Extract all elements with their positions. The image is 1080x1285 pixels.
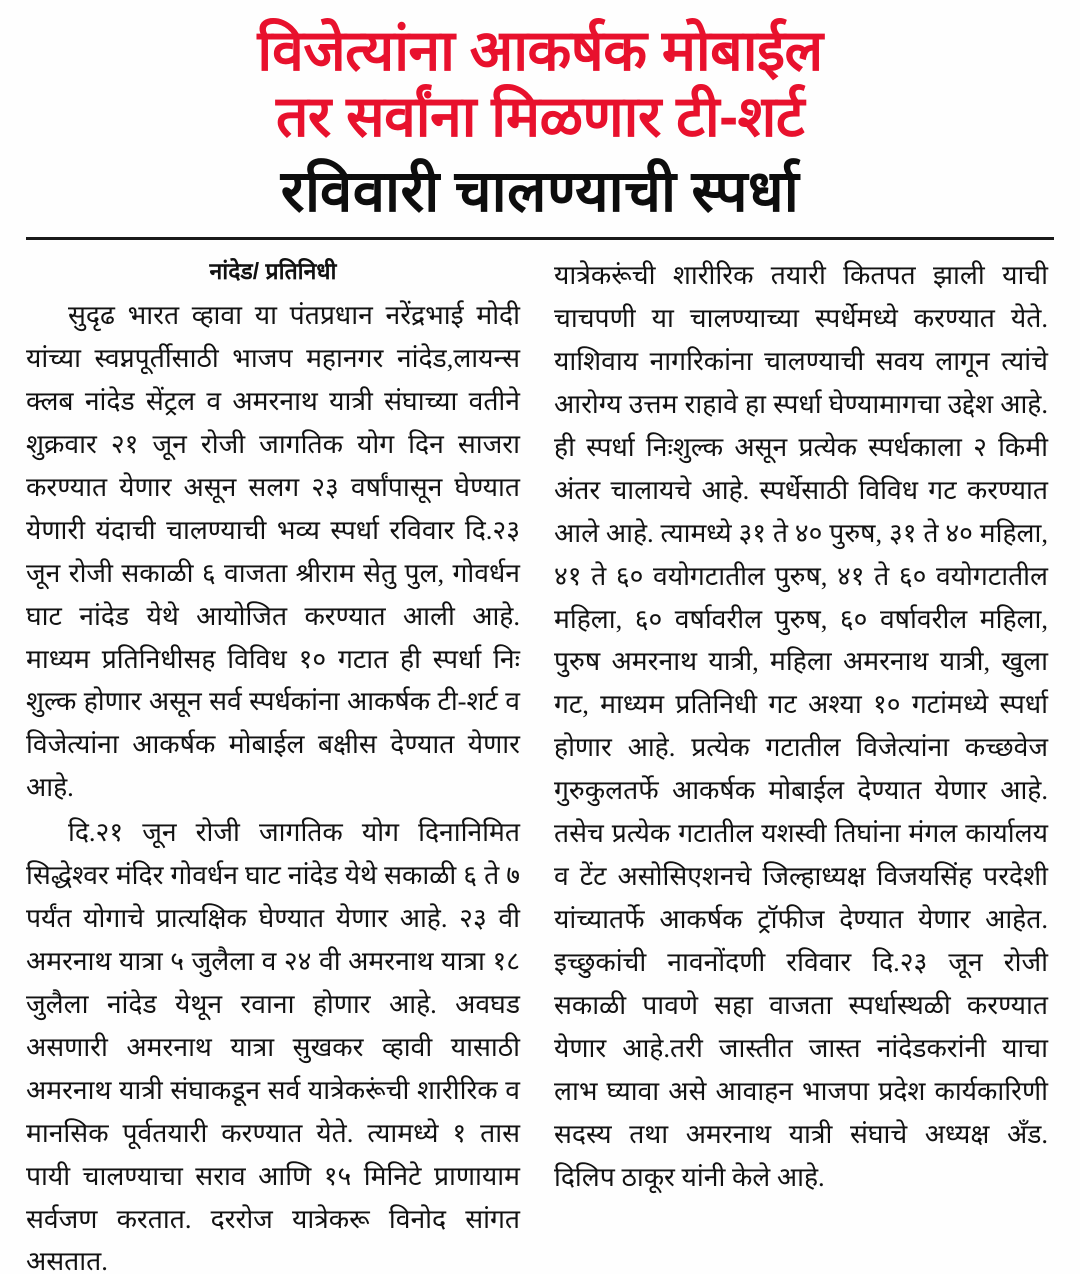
paragraph: दि.२१ जून रोजी जागतिक योग दिनानिमित सिद्धेश्वर मंदिर गोवर्धन घाट नांदेड येथे सकाळी ६ ते ७ पर्यंत योगाचे प्रात्यक्षिक घेण्यात येणार आहे. २३ वी अमरनाथ यात्रा ५ जुलैला व २४ वी अमरनाथ यात्रा १८ जुलैला नांदेड येथून रवाना होणार आहे. अवघड असणारी अमरनाथ यात्रा सुखकर व्हावी यासाठी अमरनाथ यात्री संघाकडून सर्व यात्रेकरूंची शारीरिक व मानसिक पूर्वतयारी करण्यात येते. त्यामध्ये १ तास पायी चालण्याचा सराव आणि १५ मिनिटे प्राणायाम सर्वजण करतात. दररोज यात्रेकरू विनोद सांगत असतात. bbox=[26, 817, 520, 1277]
article-kicker bbox=[26, 18, 1054, 150]
paragraph: यात्रेकरूंची शारीरिक तयारी कितपत झाली याची चाचपणी या चालण्याच्या स्पर्धेमध्ये करण्यात येते. याशिवाय नागरिकांना चालण्याची सवय लागून त्यांचे आरोग्य उत्तम राहावे हा स्पर्धा घेण्यामागचा उद्देश आहे. ही स्पर्धा निःशुल्क असून प्रत्येक स्पर्धकाला २ किमी अंतर चालायचे आहे. स्पर्धेसाठी विविध गट करण्यात आले आहे. त्यामध्ये ३१ ते ४० पुरुष, ३१ ते ४० महिला, ४१ ते ६० वयोगटातील पुरुष, ४१ ते ६० वयोगटातील महिला, ६० वर्षावरील पुरुष, ६० वर्षावरील महिला, पुरुष अमरनाथ यात्री, महिला अमरनाथ यात्री, खुला गट, माध्यम प्रतिनिधी गट अश्या १० गटांमध्ये स्पर्धा होणार आहे. प्रत्येक गटातील विजेत्यांना कच्छवेज गुरुकुलतर्फे आकर्षक मोबाईल देण्यात येणार आहे. तसेच प्रत्येक गटातील यशस्वी तिघांना मंगल कार्यालय व टेंट असोसिएशनचे जिल्हाध्यक्ष विजयसिंह परदेशी यांच्यातर्फे आकर्षक ट्रॉफीज देण्यात येणार आहेत. इच्छुकांची नावनोंदणी रविवार दि.२३ जून रोजी सकाळी पावणे सहा वाजता स्पर्धास्थळी करण्यात येणार आहे.तरी जास्तीत जास्त नांदेडकरांनी याचा लाभ घ्यावा असे आवाहन भाजपा प्रदेश कार्यकारिणी सदस्य तथा अमरनाथ यात्री संघाचे अध्यक्ष अँड. दिलिप ठाकूर यांनी केले आहे. bbox=[554, 260, 1048, 1192]
article-headline: रविवारी चालण्याची स्पर्धा bbox=[280, 159, 800, 225]
paragraph: सुदृढ भारत व्हावा या पंतप्रधान नरेंद्रभाई मोदी यांच्या स्वप्नपूर्तीसाठी भाजप महानगर नांदेड,लायन्स क्लब नांदेड सेंट्रल व अमरनाथ यात्री संघाच्या वतीने शुक्रवार २१ जून रोजी जागतिक योग दिन साजरा करण्यात येणार असून सलग २३ वर्षांपासून घेण्यात येणारी यंदाची चालण्याची भव्य स्पर्धा रविवार दि.२३ जून रोजी सकाळी ६ वाजता श्रीराम सेतु पुल, गोवर्धन घाट नांदेड येथे आयोजित करण्यात आली आहे. माध्यम प्रतिनिधीसह विविध १० गटात ही स्पर्धा निः शुल्क होणार असून सर्व स्पर्धकांना आकर्षक टी-शर्ट व विजेत्यांना आकर्षक मोबाईल बक्षीस देण्यात येणार आहे. bbox=[26, 300, 520, 803]
byline: नांदेड/ प्रतिनिधी bbox=[209, 258, 337, 285]
header-divider bbox=[26, 237, 1054, 240]
right-column bbox=[554, 254, 1048, 1200]
article-kicker-line-2: तर सर्वांना मिळणार टी-शर्ट bbox=[275, 85, 805, 150]
left-column bbox=[26, 254, 520, 1285]
article-body bbox=[26, 254, 1054, 1285]
article-kicker-line-1: विजेत्यांना आकर्षक मोबाईल bbox=[257, 19, 823, 83]
